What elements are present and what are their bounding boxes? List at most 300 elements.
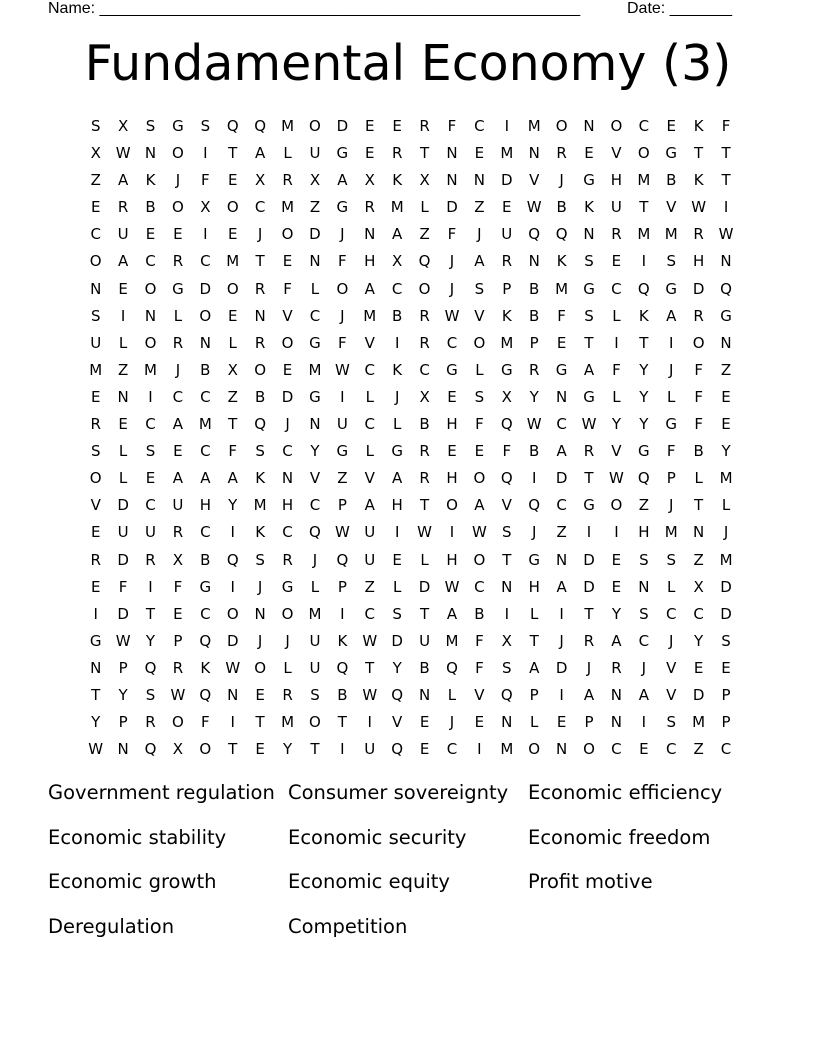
grid-letter: J — [257, 225, 263, 244]
grid-letter: Q — [336, 550, 349, 569]
grid-letter: E — [90, 523, 101, 542]
grid-letter: E — [666, 117, 676, 135]
grid-letter: S — [474, 279, 485, 298]
grid-letter: O — [473, 333, 486, 352]
grid-letter: Z — [309, 198, 321, 217]
grid-letter: X — [172, 550, 184, 569]
grid-letter: R — [611, 225, 622, 244]
grid-letter: N — [144, 144, 157, 163]
grid-letter: T — [419, 496, 430, 515]
grid-letter: Y — [639, 360, 649, 379]
grid-letter: N — [610, 713, 623, 732]
grid-letter: W — [444, 577, 460, 596]
grid-letter: T — [228, 740, 238, 759]
grid-letter: J — [531, 523, 537, 542]
grid-letter: D — [281, 387, 294, 406]
grid-letter: M — [692, 713, 706, 732]
grid-row — [82, 113, 740, 140]
grid-letter: N — [281, 469, 294, 488]
grid-letter: O — [637, 144, 650, 163]
grid-letter: C — [364, 415, 375, 434]
grid-letter: U — [364, 550, 376, 569]
grid-letter: I — [614, 333, 619, 352]
grid-letter: C — [364, 360, 375, 379]
grid-letter: G — [638, 442, 650, 461]
grid-letter: N — [501, 577, 513, 596]
grid-row — [82, 357, 740, 384]
grid-letter: C — [364, 604, 375, 623]
grid-letter: T — [419, 144, 430, 163]
grid-letter: C — [90, 225, 101, 244]
grid-letter: A — [666, 306, 677, 325]
grid-letter: F — [283, 279, 292, 298]
grid-letter: G — [583, 279, 595, 298]
grid-letter: S — [145, 685, 156, 704]
grid-letter: Z — [693, 740, 704, 759]
grid-letter: B — [200, 360, 211, 379]
grid-letter: X — [200, 198, 211, 217]
grid-letter: O — [446, 496, 458, 515]
grid-letter: U — [364, 740, 376, 759]
grid-letter: F — [694, 387, 703, 406]
grid-letter: G — [528, 550, 541, 569]
grid-letter: I — [669, 333, 674, 352]
grid-letter: D — [720, 604, 732, 623]
grid-letter: R — [611, 658, 622, 677]
grid-letter: P — [337, 496, 347, 515]
grid-letter: A — [255, 144, 266, 163]
grid-letter: O — [89, 469, 102, 488]
grid-letter: H — [281, 496, 294, 515]
grid-letter: C — [665, 604, 677, 623]
grid-letter: W — [609, 469, 624, 488]
grid-letter: E — [611, 252, 622, 271]
grid-letter: R — [282, 550, 293, 569]
grid-letter: O — [281, 225, 294, 244]
grid-letter: C — [145, 252, 156, 271]
grid-letter: A — [392, 225, 403, 244]
grid-letter: X — [364, 171, 375, 190]
grid-letter: Z — [556, 523, 567, 542]
grid-letter: V — [611, 144, 622, 163]
grid-letter: T — [639, 198, 649, 217]
grid-letter: Y — [639, 415, 649, 434]
grid-letter: M — [500, 740, 514, 759]
grid-letter: R — [117, 198, 129, 217]
grid-letter: T — [529, 631, 539, 650]
grid-letter: M — [664, 523, 678, 542]
grid-letter: B — [200, 550, 211, 569]
grid-letter: Q — [500, 469, 513, 488]
grid-letter: P — [173, 631, 183, 650]
grid-letter: Z — [419, 225, 430, 244]
grid-letter: M — [308, 360, 322, 379]
grid-row — [82, 492, 740, 519]
grid-letter: W — [334, 523, 350, 542]
grid-letter: E — [365, 117, 375, 135]
grid-letter: E — [693, 658, 704, 677]
grid-letter: T — [91, 685, 101, 704]
grid-letter: C — [200, 387, 211, 406]
grid-letter: Q — [391, 740, 404, 759]
grid-letter: L — [228, 333, 237, 352]
grid-letter: M — [308, 604, 322, 623]
grid-letter: L — [721, 496, 731, 515]
grid-letter: R — [583, 442, 595, 461]
grid-letter: A — [446, 604, 458, 623]
grid-letter: M — [555, 279, 569, 298]
grid-letter: F — [694, 360, 703, 379]
grid-letter: F — [447, 225, 457, 244]
grid-letter: U — [117, 225, 129, 244]
grid-letter: X — [309, 171, 321, 190]
grid-letter: J — [175, 171, 181, 190]
grid-letter: D — [391, 631, 403, 650]
grid-letter: A — [117, 171, 129, 190]
grid-letter: C — [391, 279, 403, 298]
grid-letter: R — [145, 713, 156, 732]
grid-letter: I — [559, 604, 564, 623]
grid-letter: I — [559, 685, 564, 704]
grid-letter: G — [583, 171, 595, 190]
grid-row — [82, 303, 740, 330]
grid-letter: P — [118, 713, 128, 732]
grid-letter: W — [444, 306, 460, 325]
grid-letter: I — [230, 577, 235, 596]
grid-letter: S — [90, 442, 101, 461]
grid-letter: E — [90, 577, 101, 596]
grid-row — [82, 276, 740, 303]
grid-letter: N — [309, 415, 321, 434]
grid-letter: E — [90, 387, 101, 406]
grid-letter: C — [474, 117, 485, 135]
grid-letter: P — [529, 333, 539, 352]
grid-letter: Q — [528, 225, 541, 244]
grid-letter: A — [117, 252, 129, 271]
grid-letter: Z — [227, 387, 238, 406]
grid-letter: A — [227, 469, 238, 488]
grid-letter: G — [583, 496, 595, 515]
grid-letter: B — [529, 442, 540, 461]
grid-letter: Q — [500, 415, 513, 434]
grid-letter: L — [694, 469, 703, 488]
grid-letter: L — [530, 604, 539, 623]
grid-letter: I — [340, 604, 345, 623]
grid-letter: P — [721, 685, 731, 704]
grid-letter: K — [638, 306, 649, 325]
grid-row — [82, 438, 740, 465]
grid-letter: I — [641, 252, 647, 271]
grid-row — [82, 194, 740, 221]
grid-letter: G — [199, 577, 212, 596]
grid-letter: E — [584, 144, 594, 163]
grid-letter: I — [120, 306, 126, 325]
grid-letter: Z — [693, 550, 704, 569]
grid-letter: N — [117, 740, 129, 759]
grid-letter: C — [556, 415, 567, 434]
grid-letter: U — [419, 631, 431, 650]
grid-letter: O — [226, 604, 239, 623]
grid-letter: M — [226, 252, 240, 271]
grid-letter: G — [172, 279, 184, 298]
grid-letter: I — [723, 198, 729, 217]
grid-letter: X — [419, 387, 430, 406]
grid-letter: C — [282, 523, 293, 542]
grid-letter: U — [309, 144, 321, 163]
grid-letter: N — [555, 740, 568, 759]
grid-letter: F — [173, 577, 183, 596]
grid-letter: G — [665, 415, 678, 434]
grid-letter: X — [227, 360, 238, 379]
grid-row — [82, 601, 740, 628]
grid-letter: V — [666, 658, 677, 677]
grid-letter: O — [199, 740, 212, 759]
grid-letter: E — [282, 252, 293, 271]
grid-letter: E — [611, 550, 622, 569]
grid-letter: Q — [309, 523, 321, 542]
grid-letter: D — [720, 577, 732, 596]
grid-letter: S — [666, 550, 676, 569]
grid-letter: E — [173, 604, 183, 623]
grid-letter: G — [281, 577, 294, 596]
grid-letter: A — [474, 252, 485, 271]
grid-row — [82, 411, 740, 438]
grid-letter: L — [118, 469, 128, 488]
grid-letter: B — [474, 604, 485, 623]
grid-letter: U — [501, 225, 513, 244]
grid-letter: L — [420, 198, 429, 217]
grid-letter: S — [584, 252, 594, 271]
grid-row — [82, 628, 740, 655]
grid-letter: D — [117, 550, 129, 569]
grid-letter: H — [391, 496, 403, 515]
grid-letter: G — [309, 387, 321, 406]
grid-row — [82, 736, 740, 763]
grid-letter: E — [90, 198, 101, 217]
grid-letter: F — [666, 442, 676, 461]
grid-letter: G — [89, 631, 102, 650]
grid-letter: L — [118, 333, 128, 352]
grid-letter: Z — [720, 360, 732, 379]
grid-letter: X — [392, 252, 403, 271]
grid-letter: D — [583, 577, 595, 596]
word-list-item: Economic efficiency — [528, 781, 723, 804]
grid-letter: L — [310, 279, 320, 298]
grid-letter: Q — [446, 658, 458, 677]
grid-letter: N — [254, 604, 266, 623]
grid-letter: A — [364, 279, 375, 298]
grid-letter: T — [145, 604, 156, 623]
grid-letter: O — [528, 740, 541, 759]
grid-letter: R — [391, 144, 403, 163]
grid-letter: J — [449, 279, 455, 298]
grid-letter: E — [721, 415, 731, 434]
grid-letter: N — [528, 252, 540, 271]
grid-letter: N — [309, 252, 321, 271]
grid-letter: O — [226, 198, 239, 217]
word-list-item: Competition — [288, 914, 408, 938]
grid-letter: C — [611, 279, 622, 298]
grid-letter: R — [254, 333, 266, 352]
grid-letter: I — [394, 523, 400, 542]
grid-letter: N — [720, 333, 732, 352]
grid-letter: L — [530, 713, 539, 732]
grid-letter: V — [309, 469, 321, 488]
grid-letter: R — [90, 415, 101, 434]
grid-letter: R — [364, 198, 375, 217]
grid-row — [82, 655, 740, 682]
grid-letter: R — [172, 523, 184, 542]
grid-letter: Y — [721, 442, 731, 461]
grid-letter: W — [581, 415, 597, 434]
grid-letter: E — [611, 577, 622, 596]
grid-letter: O — [254, 658, 267, 677]
grid-letter: B — [419, 658, 430, 677]
grid-row — [82, 682, 740, 709]
grid-letter: F — [201, 171, 210, 190]
grid-letter: P — [529, 685, 539, 704]
grid-letter: V — [666, 685, 677, 704]
grid-letter: N — [501, 713, 513, 732]
grid-letter: Z — [364, 577, 375, 596]
grid-letter: E — [282, 360, 293, 379]
grid-letter: R — [419, 442, 430, 461]
grid-letter: S — [90, 117, 101, 135]
grid-letter: C — [309, 496, 321, 515]
grid-letter: Y — [310, 442, 320, 461]
grid-letter: S — [310, 685, 320, 704]
grid-letter: R — [282, 171, 293, 190]
grid-letter: R — [254, 279, 266, 298]
grid-letter: A — [364, 496, 375, 515]
grid-letter: N — [418, 685, 431, 704]
grid-letter: N — [90, 658, 102, 677]
grid-letter: E — [556, 713, 567, 732]
grid-letter: P — [721, 713, 731, 732]
grid-letter: K — [693, 117, 704, 135]
grid-letter: J — [559, 631, 564, 650]
grid-letter: K — [693, 171, 704, 190]
grid-letter: O — [144, 333, 157, 352]
grid-letter: J — [340, 306, 345, 325]
grid-row — [82, 248, 740, 275]
grid-letter: M — [527, 117, 541, 135]
grid-letter: L — [475, 360, 484, 379]
grid-letter: D — [692, 279, 705, 298]
grid-letter: E — [118, 279, 128, 298]
grid-letter: Q — [254, 415, 267, 434]
grid-letter: O — [473, 550, 486, 569]
grid-letter: G — [555, 360, 568, 379]
grid-letter: G — [665, 144, 678, 163]
grid-letter: R — [693, 306, 704, 325]
grid-letter: K — [200, 658, 211, 677]
grid-letter: Q — [637, 469, 650, 488]
grid-letter: P — [502, 279, 512, 298]
grid-letter: I — [230, 713, 235, 732]
grid-letter: E — [145, 469, 156, 488]
grid-letter: V — [474, 306, 485, 325]
grid-letter: Y — [145, 631, 156, 650]
grid-letter: C — [145, 415, 156, 434]
grid-letter: P — [337, 577, 347, 596]
grid-letter: N — [528, 144, 540, 163]
grid-letter: F — [338, 333, 347, 352]
grid-letter: I — [504, 117, 510, 135]
grid-letter: J — [559, 171, 564, 190]
grid-letter: O — [144, 279, 157, 298]
grid-letter: H — [610, 171, 623, 190]
grid-letter: C — [282, 442, 293, 461]
grid-letter: O — [336, 279, 349, 298]
word-list-item: Consumer sovereignty — [288, 781, 509, 804]
grid-letter: E — [255, 740, 265, 759]
grid-letter: W — [417, 523, 432, 542]
grid-letter: R — [172, 658, 184, 677]
grid-letter: Q — [226, 117, 239, 135]
grid-letter: H — [364, 252, 376, 271]
grid-letter: N — [583, 117, 595, 135]
grid-letter: L — [420, 550, 429, 569]
grid-letter: R — [501, 252, 513, 271]
grid-letter: C — [419, 360, 430, 379]
grid-letter: S — [721, 631, 731, 650]
grid-letter: O — [610, 117, 623, 135]
grid-letter: M — [144, 360, 157, 379]
grid-letter: W — [691, 198, 707, 217]
grid-letter: C — [200, 604, 211, 623]
word-list-item: Economic stability — [48, 825, 227, 849]
grid-letter: K — [255, 523, 266, 542]
grid-letter: C — [611, 740, 622, 759]
name-field-label: Name: ______________________________________________________ — [48, 0, 581, 17]
grid-letter: N — [199, 333, 211, 352]
grid-letter: Q — [720, 279, 732, 298]
grid-letter: I — [367, 713, 372, 732]
grid-letter: R — [419, 117, 430, 135]
grid-letter: M — [500, 144, 514, 163]
grid-letter: C — [638, 631, 650, 650]
grid-letter: U — [309, 631, 321, 650]
grid-letter: O — [692, 333, 705, 352]
grid-letter: Q — [637, 279, 650, 298]
grid-letter: E — [556, 333, 567, 352]
grid-letter: O — [309, 713, 321, 732]
grid-letter: J — [285, 415, 290, 434]
grid-letter: C — [254, 198, 266, 217]
word-list — [48, 778, 768, 956]
grid-letter: Y — [611, 604, 621, 623]
grid-row — [82, 384, 740, 411]
grid-letter: R — [419, 333, 430, 352]
grid-letter: T — [310, 740, 320, 759]
grid-letter: I — [340, 740, 345, 759]
grid-letter: W — [526, 198, 542, 217]
grid-letter: E — [419, 713, 430, 732]
word-list-item: Economic growth — [48, 870, 217, 893]
grid-letter: F — [475, 658, 484, 677]
grid-letter: J — [394, 387, 400, 406]
grid-letter: J — [477, 225, 482, 244]
grid-letter: E — [474, 442, 485, 461]
grid-letter: L — [447, 685, 457, 704]
grid-letter: M — [253, 496, 267, 515]
grid-letter: R — [556, 144, 567, 163]
grid-letter: V — [529, 171, 540, 190]
grid-letter: R — [282, 685, 293, 704]
grid-letter: S — [639, 550, 649, 569]
grid-letter: U — [90, 333, 102, 352]
